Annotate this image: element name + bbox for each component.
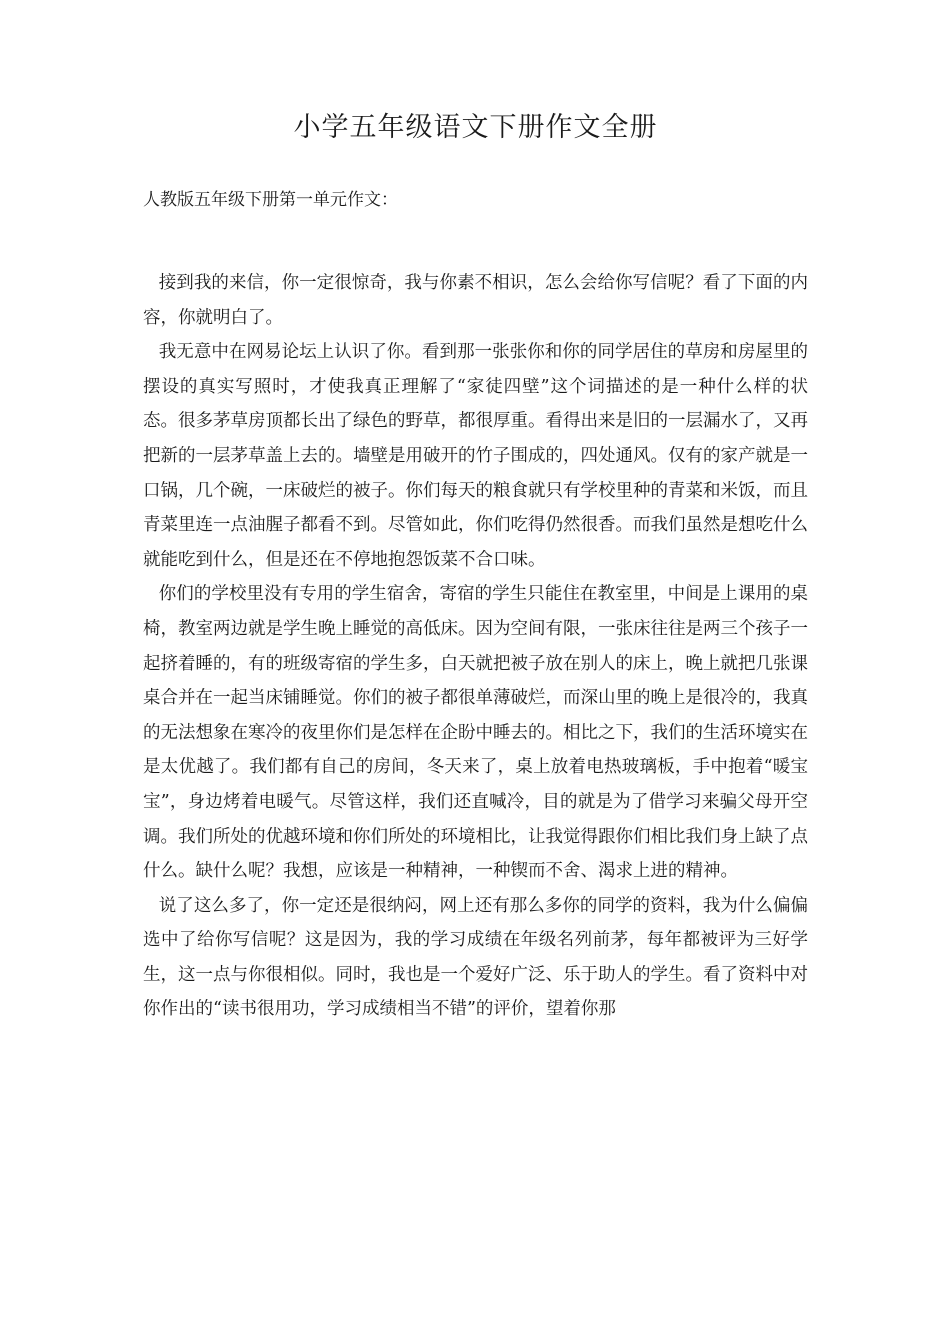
section-heading: 人教版五年级下册第一单元作文： bbox=[143, 190, 398, 210]
paragraph-3: 你们的学校里没有专用的学生宿舍，寄宿的学生只能住在教室里，中间是上课用的桌椅，教室两边就是学生晚上睡觉的高低床。因为空间有限，一张床往往是两三个孩子一起挤着睡的，有的班级寄宿的学生多，白天就把被子放在别人的床上，晚上就把几张课桌合并在一起当床铺睡觉。你们的被子都很单薄破烂，而深山里的晚上是很冷的，我真的无法想象在寒冷的夜里你们是怎样在企盼中睡去的。相比之下，我们的生活环境实在是太优越了。我们都有自己的房间，冬天来了，桌上放着电热玻璃板，手中抱着“暖宝宝”，身边烤着电暖气。尽管这样，我们还直喊冷，目的就是为了借学习来骗父母开空调。我们所处的优越环境和你们所处的环境相比，让我觉得跟你们相比我们身上缺了点什么。缺什么呢？我想，应该是一种精神，一种锲而不舍、渴求上进的精神。 bbox=[143, 584, 808, 882]
paragraph-2: 我无意中在网易论坛上认识了你。看到那一张张你和你的同学居住的草房和房屋里的摆设的真实写照时，才使我真正理解了“家徒四壁”这个词描述的是一种什么样的状态。很多茅草房顶都长出了绿色的野草，都很厚重。看得出来是旧的一层漏水了，又再把新的一层茅草盖上去的。墙壁是用破开的竹子围成的，四处通风。仅有的家产就是一口锅，几个碗，一床破烂的被子。你们每天的粮食就只有学校里种的青菜和米饭，而且青菜里连一点油腥子都看不到。尽管如此，你们吃得仍然很香。而我们虽然是想吃什么就能吃到什么，但是还在不停地抱怨饭菜不合口味。 bbox=[143, 342, 808, 570]
page-title: 小学五年级语文下册作文全册 bbox=[293, 112, 658, 143]
essay-body bbox=[143, 266, 808, 1027]
paragraph-1: 接到我的来信，你一定很惊奇，我与你素不相识，怎么会给你写信呢？看了下面的内容，你就明白了。 bbox=[143, 273, 808, 328]
paragraph-4: 说了这么多了，你一定还是很纳闷，网上还有那么多你的同学的资料，我为什么偏偏选中了给你写信呢？这是因为，我的学习成绩在年级名列前茅，每年都被评为三好学生，这一点与你很相似。同时，我也是一个爱好广泛、乐于助人的学生。看了资料中对你作出的“读书很用功，学习成绩相当不错”的评价，望着你那 bbox=[143, 895, 808, 1020]
